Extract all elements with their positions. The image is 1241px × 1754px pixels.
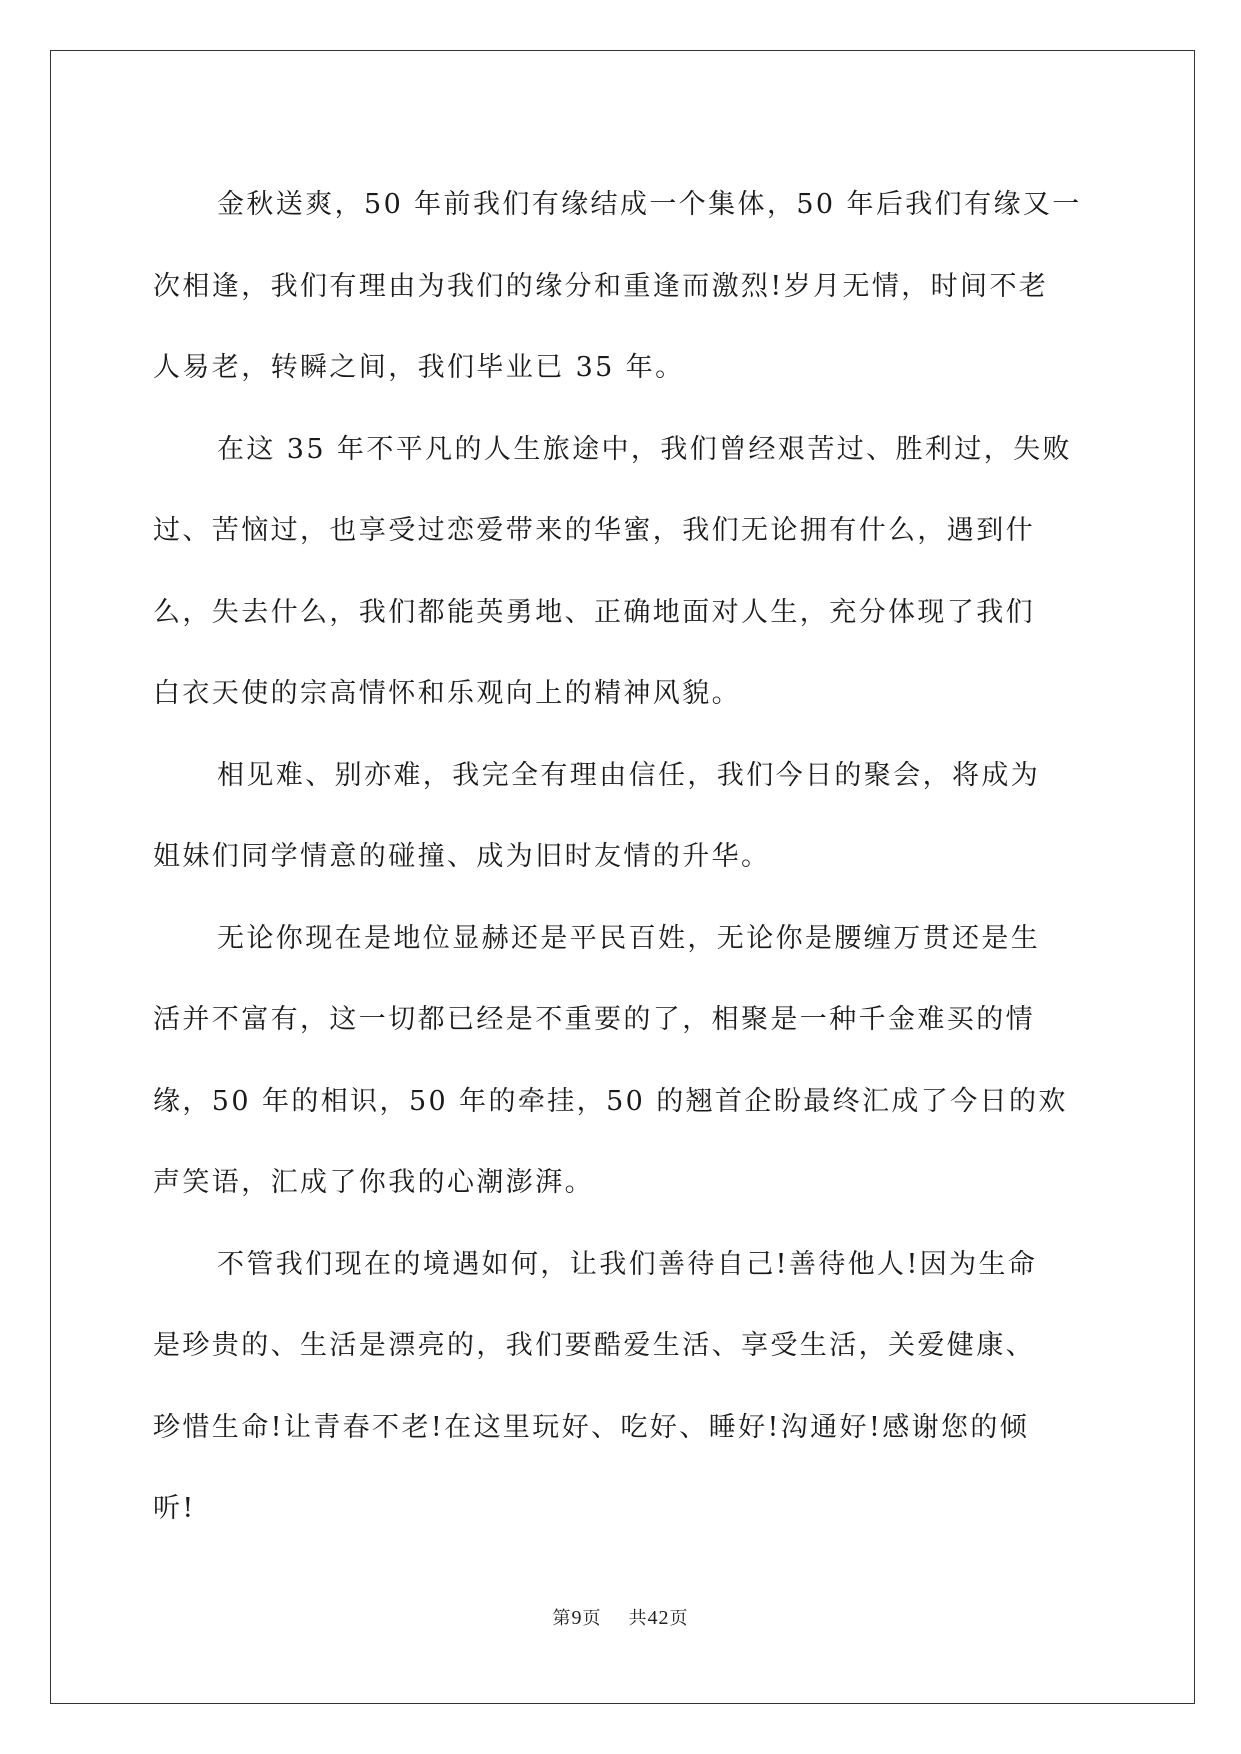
text-line: 无论你现在是地位显赫还是平民百姓，无论你是腰缠万贯还是生: [217, 922, 1041, 954]
text-line: 在这 35 年不平凡的人生旅途中，我们曾经艰苦过、胜利过，失败: [217, 433, 1072, 465]
text-line: 过、苦恼过，也享受过恋爱带来的华蜜，我们无论拥有什么，遇到什: [153, 515, 1035, 546]
footer-prefix: 第: [552, 1608, 572, 1629]
footer-page-suffix: 页: [582, 1608, 602, 1629]
text-line: 么，失去什么，我们都能英勇地、正确地面对人生，充分体现了我们: [153, 596, 1035, 628]
document-body: [153, 164, 1091, 1550]
text-line: 次相逢，我们有理由为我们的缘分和重逢而激烈!岁月无情，时间不老: [153, 270, 1049, 302]
text-line: 姐妹们同学情意的碰撞、成为旧时友情的升华。: [153, 841, 771, 872]
text-line: 金秋送爽，50 年前我们有缘结成一个集体，50 年后我们有缘又一: [217, 189, 1082, 220]
paragraph-5: [153, 1224, 1091, 1550]
text-line: 缘，50 年的相识，50 年的牵挂，50 的翘首企盼最终汇成了今日的欢: [153, 1085, 1068, 1117]
paragraph-4: [153, 898, 1091, 1224]
paragraph-3: [153, 735, 1091, 898]
page-number: 9: [571, 1607, 583, 1629]
text-line: 白衣天使的宗高情怀和乐观向上的精神风貌。: [153, 678, 741, 709]
total-pages: 42: [647, 1607, 670, 1629]
text-line: 听!: [153, 1493, 196, 1524]
text-line: 不管我们现在的境遇如何，让我们善待自己!善待他人!因为生命: [217, 1248, 1038, 1280]
paragraph-2: [153, 409, 1091, 735]
footer-total-suffix: 页: [669, 1608, 689, 1629]
text-line: 珍惜生命!让青春不老!在这里玩好、吃好、睡好!沟通好!感谢您的倾: [153, 1411, 1030, 1443]
text-line: 相见难、别亦难，我完全有理由信任，我们今日的聚会，将成为: [217, 759, 1041, 791]
text-line: 活并不富有，这一切都已经是不重要的了，相聚是一种千金难买的情: [153, 1004, 1035, 1035]
text-line: 人易老，转瞬之间，我们毕业已 35 年。: [153, 352, 685, 383]
footer-total-prefix: 共: [628, 1608, 648, 1629]
text-line: 是珍贵的、生活是漂亮的，我们要酷爱生活、享受生活，关爱健康、: [153, 1330, 1035, 1361]
paragraph-1: [153, 164, 1091, 409]
page-footer: [0, 1604, 1241, 1630]
text-line: 声笑语，汇成了你我的心潮澎湃。: [153, 1167, 594, 1198]
